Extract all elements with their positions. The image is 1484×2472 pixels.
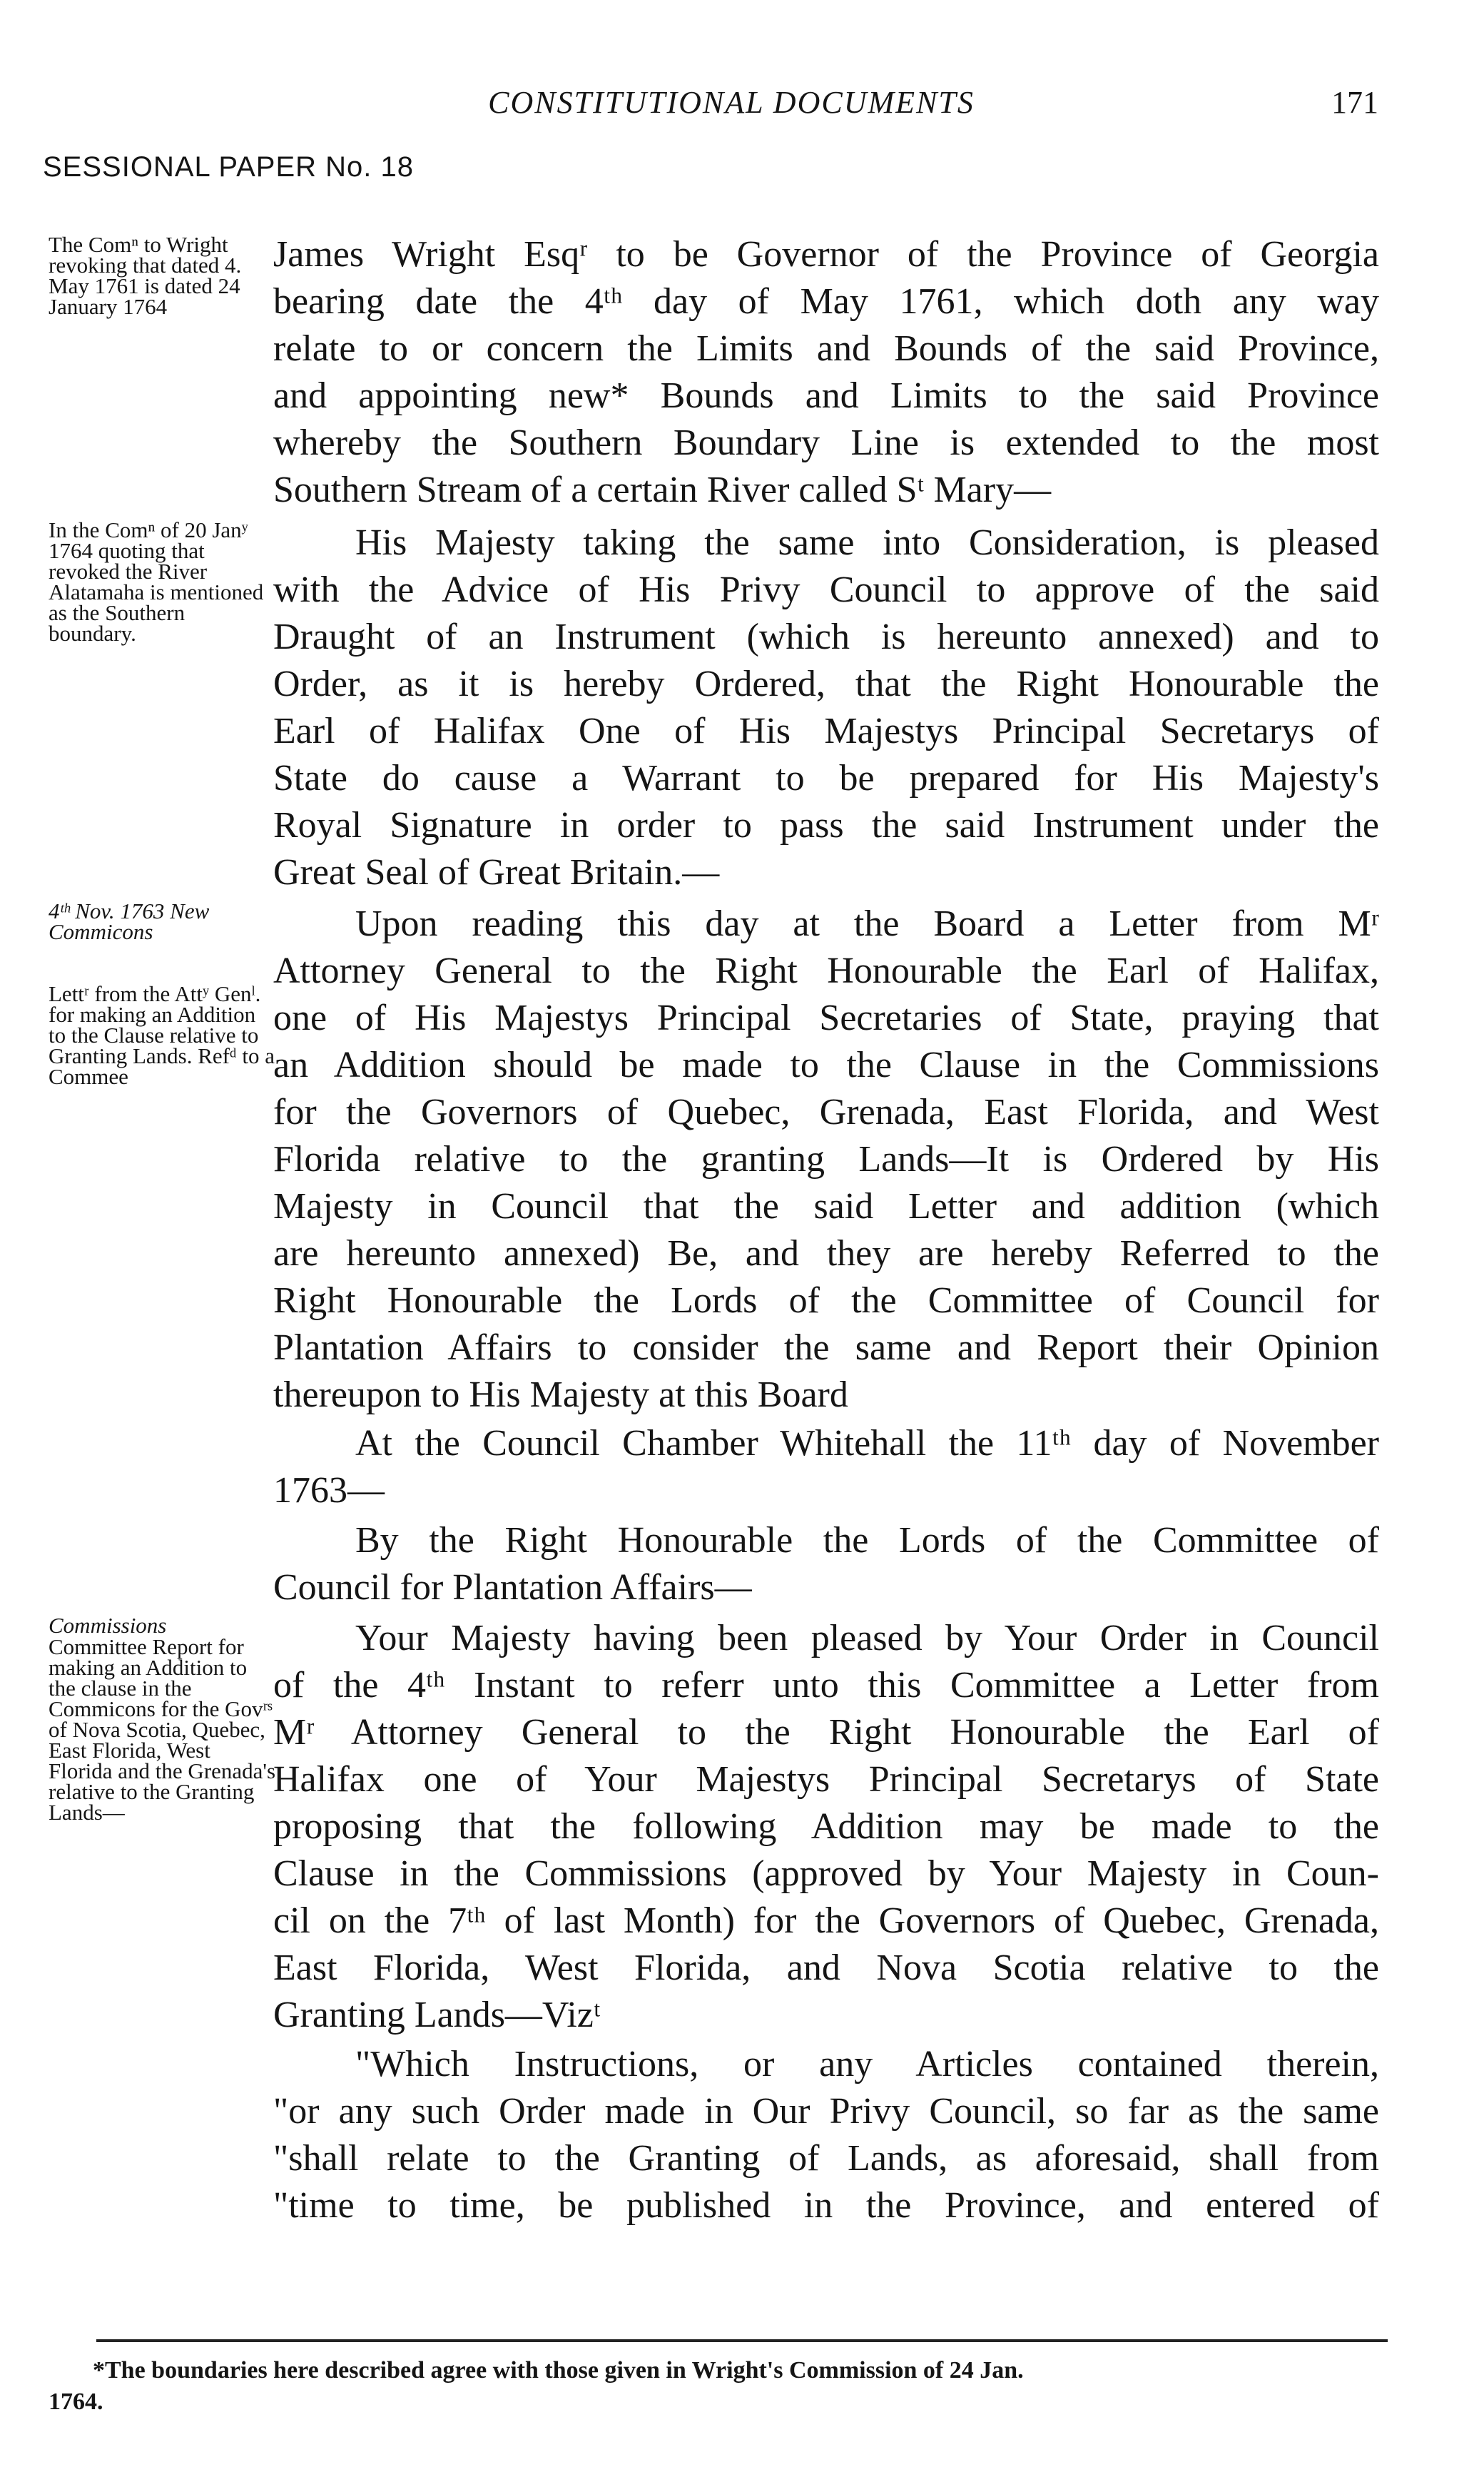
body-line: one of His Majestys Principal Secretaries of State, praying that — [273, 998, 1379, 1038]
body-line: for the Governors of Quebec, Grenada, East Florida, and West — [273, 1092, 1379, 1133]
body-line: Majesty in Council that the said Letter and addition (which — [273, 1186, 1379, 1227]
body-line: Attorney General to the Right Honourable the Earl of Halifax, — [273, 951, 1379, 991]
body-line: of the 4ᵗʰ Instant to referr unto this Committee a Letter from — [273, 1665, 1379, 1706]
body-line: an Addition should be made to the Clause in the Commissions — [273, 1045, 1379, 1085]
body-line: State do cause a Warrant to be prepared for His Majesty's — [273, 758, 1379, 799]
body-line: Right Honourable the Lords of the Committee of Council for — [273, 1280, 1379, 1321]
margin-note: In the Comⁿ of 20 Janʸ 1764 quoting that revoked the River Alatamaha is mentioned as the Southern boundary. — [49, 517, 264, 646]
body-line: Mʳ Attorney General to the Right Honourable the Earl of — [273, 1712, 1379, 1753]
body-line: Draught of an Instrument (which is hereunto annexed) and to — [273, 617, 1379, 657]
body-line: Florida relative to the granting Lands—It is Ordered by His — [273, 1139, 1379, 1180]
body-line: James Wright Esqʳ to be Governor of the Province of Georgia — [273, 234, 1379, 275]
margin-note: 4ᵗʰ Nov. 1763 New Commicons — [49, 898, 210, 944]
page-number: 171 — [1331, 85, 1378, 120]
body-line: Granting Lands—Vizᵗ — [273, 1995, 601, 2035]
body-line: East Florida, West Florida, and Nova Scotia relative to the — [273, 1947, 1379, 1988]
body-line: Your Majesty having been pleased by Your Order in Council — [355, 1618, 1379, 1658]
body-line: thereupon to His Majesty at this Board — [273, 1374, 848, 1415]
body-line: "time to time, be published in the Province, and entered of — [273, 2185, 1379, 2226]
body-line: are hereunto annexed) Be, and they are hereby Referred to the — [273, 1233, 1379, 1274]
body-line: 1763— — [273, 1470, 385, 1511]
body-line: Council for Plantation Affairs— — [273, 1567, 752, 1608]
body-line: Great Seal of Great Britain.— — [273, 852, 720, 893]
sessional-paper-label: SESSIONAL PAPER No. 18 — [43, 151, 414, 183]
margin-note: Committee Report for making an Addition to the clause in the Commicons for the Govʳˢ of Nova Scotia, Quebec, East Florida, West Florida and the Grenada's relative to the Granting Lands— — [49, 1634, 276, 1825]
body-line: "Which Instructions, or any Articles contained therein, — [355, 2044, 1379, 2085]
margin-note: Commissions — [49, 1613, 167, 1638]
body-line: At the Council Chamber Whitehall the 11ᵗʰ day of November — [355, 1423, 1379, 1464]
body-line: whereby the Southern Boundary Line is extended to the most — [273, 422, 1379, 463]
body-line: "shall relate to the Granting of Lands, as aforesaid, shall from — [273, 2138, 1379, 2179]
margin-note: The Comⁿ to Wright revoking that dated 4. May 1761 is dated 24 January 1764 — [49, 232, 242, 319]
body-line: relate to or concern the Limits and Bounds of the said Province, — [273, 328, 1379, 369]
footnote: *The boundaries here described agree with those given in Wright's Commission of 24 Jan. — [93, 2357, 1024, 2384]
body-line: Royal Signature in order to pass the said Instrument under the — [273, 805, 1379, 846]
body-line: By the Right Honourable the Lords of the Committee of — [355, 1520, 1379, 1561]
body-line: and appointing new* Bounds and Limits to the said Province — [273, 375, 1379, 416]
footnote-continuation: 1764. — [49, 2389, 103, 2415]
body-line: proposing that the following Addition may be made to the — [273, 1806, 1379, 1847]
body-line: Earl of Halifax One of His Majestys Principal Secretarys of — [273, 711, 1379, 751]
body-line: bearing date the 4ᵗʰ day of May 1761, which doth any way — [273, 281, 1379, 322]
body-line: Clause in the Commissions (approved by Your Majesty in Coun- — [273, 1853, 1379, 1894]
body-line: Southern Stream of a certain River called Sᵗ Mary— — [273, 470, 1052, 510]
body-line: cil on the 7ᵗʰ of last Month) for the Governors of Quebec, Grenada, — [273, 1900, 1379, 1941]
margin-note: Lettʳ from the Attʸ Genˡ. for making an Addition to the Clause relative to Granting Lands. Refᵈ to a Commee — [49, 981, 275, 1089]
body-line: Order, as it is hereby Ordered, that the Right Honourable the — [273, 664, 1379, 704]
running-head: CONSTITUTIONAL DOCUMENTS — [488, 85, 975, 120]
body-line: "or any such Order made in Our Privy Council, so far as the same — [273, 2091, 1379, 2132]
body-line: Upon reading this day at the Board a Letter from Mʳ — [355, 903, 1379, 944]
body-line: His Majesty taking the same into Consideration, is pleased — [355, 522, 1379, 563]
footnote-rule — [96, 2339, 1388, 2342]
body-line: Halifax one of Your Majestys Principal Secretarys of State — [273, 1759, 1379, 1800]
body-line: with the Advice of His Privy Council to approve of the said — [273, 569, 1379, 610]
body-line: Plantation Affairs to consider the same and Report their Opinion — [273, 1327, 1379, 1368]
